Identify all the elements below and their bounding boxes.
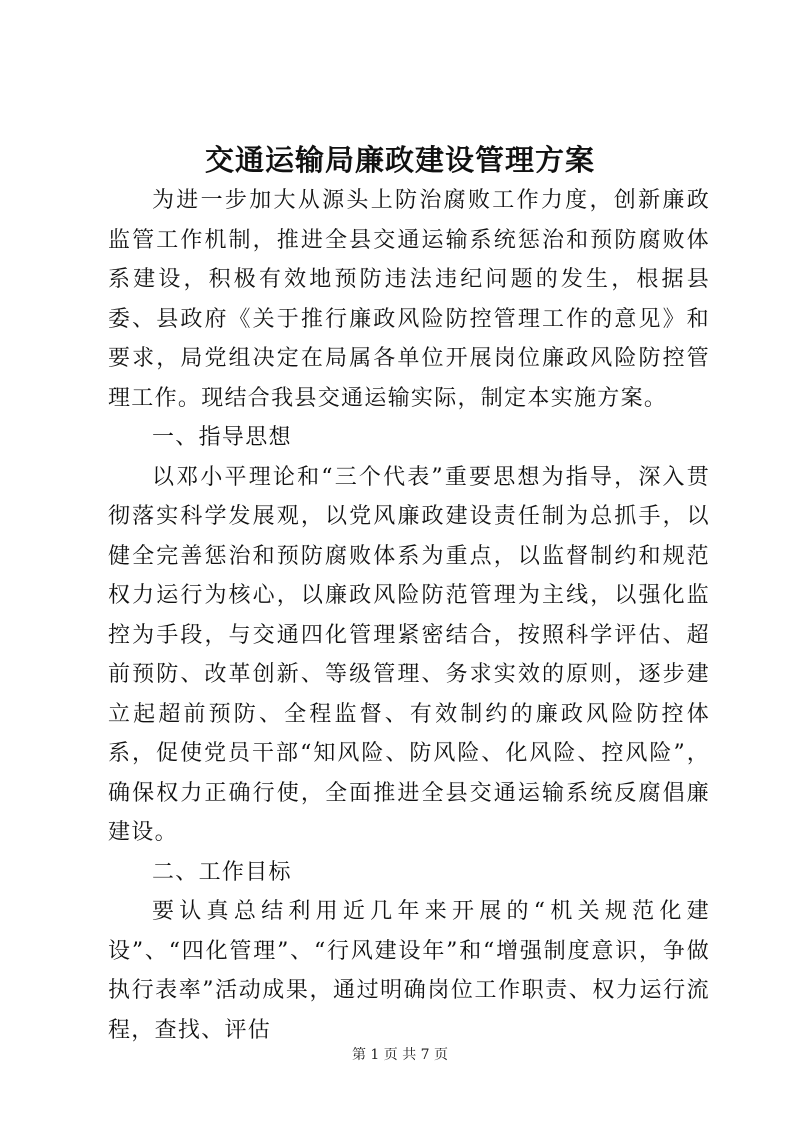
paragraph-work-goals: 要认真总结利用近几年来开展的“机关规范化建设”、“四化管理”、“行风建设年”和“增强制度意识，争做执行表率”活动成果，通过明确岗位工作职责、权力运行流程，查找、评估 xyxy=(108,899,710,1043)
document-body xyxy=(108,181,710,1050)
section-heading-guiding-thought: 一、指导思想 xyxy=(152,425,292,450)
paragraph-guiding-thought: 以邓小平理论和“三个代表”重要思想为指导，深入贯彻落实科学发展观，以党风廉政建设责任制为总抓手，以健全完善惩治和预防腐败体系为重点，以监督制约和规范权力运行为核心，以廉政风险防范管理为主线，以强化监控为手段，与交通四化管理紧密结合，按照科学评估、超前预防、改革创新、等级管理、务求实效的原则，逐步建立起超前预防、全程监督、有效制约的廉政风险防控体系，促使党员干部“知风险、防风险、化风险、控风险”，确保权力正确行使，全面推进全县交通运输系统反腐倡廉建设。 xyxy=(108,464,710,845)
document-title: 交通运输局廉政建设管理方案 xyxy=(204,143,595,177)
section-heading-work-goals: 二、工作目标 xyxy=(152,859,292,885)
page-footer: 第 1 页 共 7 页 xyxy=(351,1047,449,1063)
paragraph-intro: 为进一步加大从源头上防治腐败工作力度，创新廉政监管工作机制，推进全县交通运输系统惩治和预防腐败体系建设，积极有效地预防违法违纪问题的发生，根据县委、县政府《关于推行廉政风险防控管理工作的意见》和要求，局党组决定在局属各单位开展岗位廉政风险防控管理工作。现结合我县交通运输实际，制定本实施方案。 xyxy=(108,188,710,411)
